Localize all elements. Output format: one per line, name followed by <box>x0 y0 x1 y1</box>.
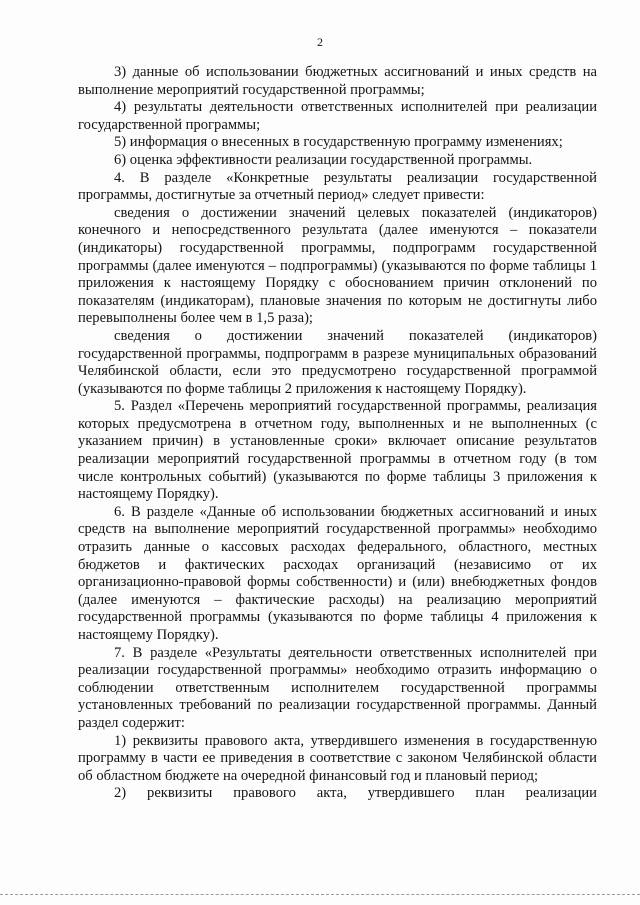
document-body <box>78 64 597 803</box>
paragraph-item-3: 3) данные об использовании бюджетных ассигнований и иных средств на выполнение мероприятий государственной программы; <box>78 64 597 98</box>
paragraph-subitem-1: 1) реквизиты правового акта, утвердившего изменения в государственную программу в части ее приведения в соответствие с законом Челябинской области об областном бюджете на очередной финансовый год и плановый период; <box>78 732 597 784</box>
paragraph-item-5: 5) информация о внесенных в государственную программу изменениях; <box>114 134 563 151</box>
page-number: 2 <box>317 35 323 49</box>
paragraph-item-6: 6) оценка эффективности реализации государственной программы. <box>114 151 533 168</box>
paragraph-municipal-indicators: сведения о достижении значений показателей (индикаторов) государственной программы, подпрограмм в разрезе муниципальных образований Челябинской области, если это предусмотрено государственной программой (указываются по форме таблицы 2 приложения к настоящему Порядку). <box>78 327 597 397</box>
page-bottom-border <box>0 894 640 895</box>
paragraph-indicators-info: сведения о достижении значений целевых показателей (индикаторов) конечного и непосредственного результата (далее именуются – показатели (индикаторы) государственной программы, подпрограмм государственной программы (далее именуются – подпрограммы) (указываются по форме таблицы 1 приложения к настоящему Порядку с обоснованием причин отклонений по показателям (индикаторам), плановые значения по которым не достигнуты либо перевыполнены более чем в 1,5 раза); <box>78 204 597 327</box>
paragraph-section-6: 6. В разделе «Данные об использовании бюджетных ассигнований и иных средств на выполнение мероприятий государственной программы» необходимо отразить данные о кассовых расходах федерального, областного, местных бюджетов и фактических расходах организаций (независимо от их организационно-правовой формы собственности) и (или) внебюджетных фондов (далее именуются – фактические расходы) на реализацию мероприятий государственной программы (указываются по форме таблицы 4 приложения к настоящему Порядку). <box>78 503 597 643</box>
paragraph-section-7: 7. В разделе «Результаты деятельности ответственных исполнителей при реализации государственной программы» необходимо отразить информацию о соблюдении ответственным исполнителем государственной программы установленных требований по реализации государственной программы. Данный раздел содержит: <box>78 644 597 731</box>
paragraph-section-5: 5. Раздел «Перечень мероприятий государственной программы, реализация которых предусмотрена в отчетном году, выполненных и не выполненных (с указанием причин) в установленные сроки» включает описание результатов реализации мероприятий государственной программы в отчетном году (в том числе контрольных событий) (указываются по форме таблицы 3 приложения к настоящему Порядку). <box>78 398 597 503</box>
paragraph-subitem-2: 2) реквизиты правового акта, утвердившего план реализации <box>114 785 597 802</box>
paragraph-section-4: 4. В разделе «Конкретные результаты реализации государственной программы, достигнутые за отчетный период» следует привести: <box>78 169 597 204</box>
paragraph-item-4: 4) результаты деятельности ответственных исполнителей при реализации государственной программы; <box>78 99 597 133</box>
